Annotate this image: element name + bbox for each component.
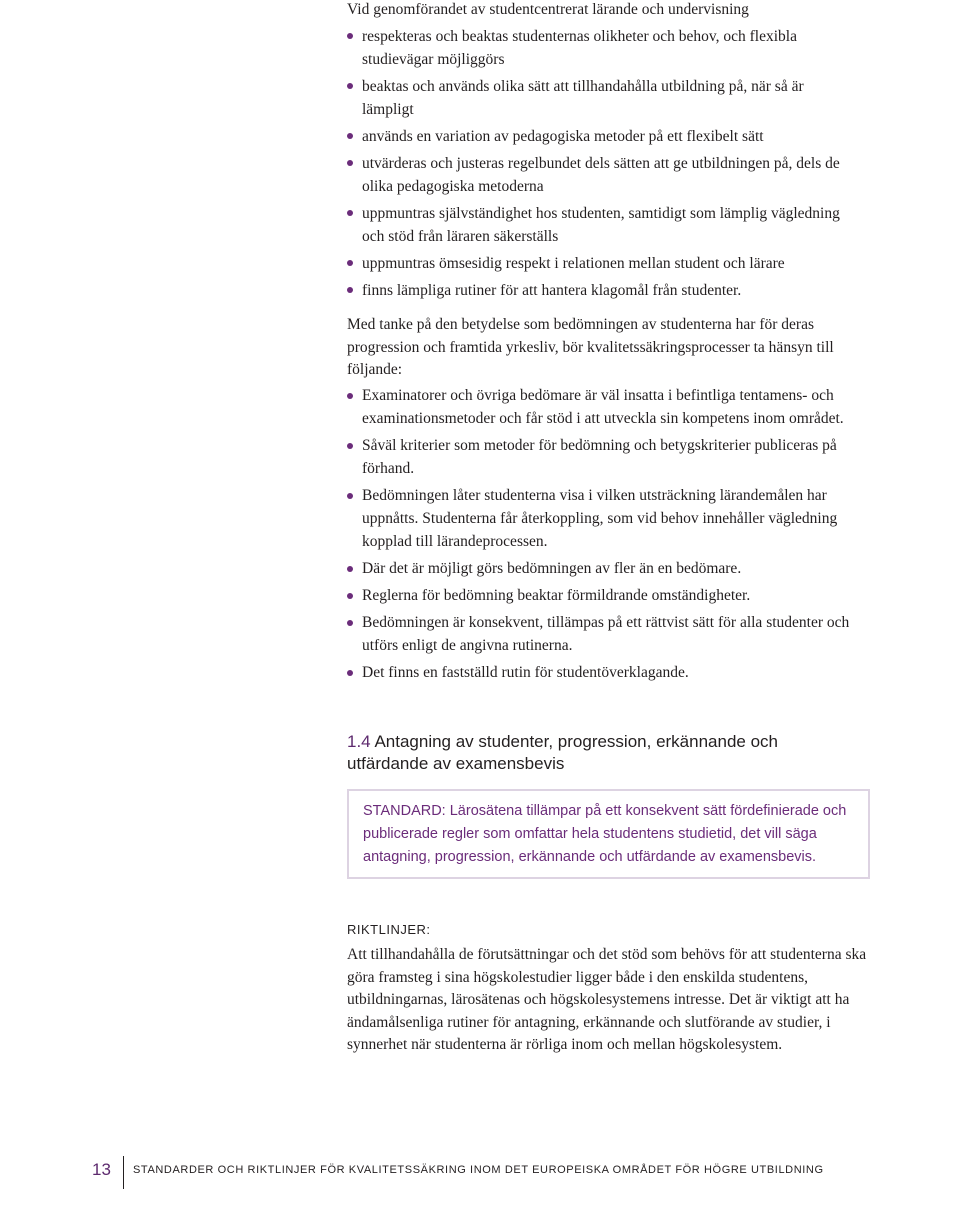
list-item: beaktas och används olika sätt att tillhandahålla utbildning på, när så är lämpligt xyxy=(347,75,847,121)
assessment-intro-paragraph: Med tanke på den betydelse som bedömningen av studenterna har för deras progression och framtida yrkesliv, bör kvalitetssäkringsprocesser ta hänsyn till följande: xyxy=(347,316,834,378)
list-item: Examinatorer och övriga bedömare är väl insatta i befintliga tentamens- och examinationsmetoder och får stöd i att utveckla sin kompetens inom området. xyxy=(347,384,872,430)
footer-title: STANDARDER OCH RIKTLINJER FÖR KVALITETSSÄKRING INOM DET EUROPEISKA OMRÅDET FÖR HÖGRE UTBILDNING xyxy=(133,1164,824,1176)
section-number: 1.4 xyxy=(347,732,371,751)
list-item: Såväl kriterier som metoder för bedömning och betygskriterier publiceras på förhand. xyxy=(347,434,872,480)
list-item: uppmuntras ömsesidig respekt i relationen mellan student och lärare xyxy=(347,252,847,275)
intro-text: Vid genomförandet av studentcentrerat lärande och undervisning xyxy=(347,1,749,18)
list-item: Det finns en fastställd rutin för studentöverklagande. xyxy=(347,661,872,684)
list-item: respekteras och beaktas studenternas olikheter och behov, och flexibla studievägar möjliggörs xyxy=(347,25,847,71)
list-item: används en variation av pedagogiska metoder på ett flexibelt sätt xyxy=(347,125,847,148)
assessment-bullet-list xyxy=(347,384,872,688)
list-item: Där det är möjligt görs bedömningen av fler än en bedömare. xyxy=(347,557,872,580)
section-heading xyxy=(347,731,847,775)
guidelines-text: Att tillhandahålla de förutsättningar och det stöd som behövs för att studenterna ska göra framsteg i sina högskolestudier ligger både i den enskilda studentens, utbildningarnas, lärosätenas och högskolesystemens intresse. Det är viktigt att ha ändamålsenliga rutiner för antagning, erkännande och slutförande av studier, i synnerhet när studenterna är rörliga inom och mellan högskolesystem. xyxy=(347,946,867,1053)
section-title: Antagning av studenter, progression, erkännande och utfärdande av examensbevis xyxy=(347,732,778,773)
list-item: Reglerna för bedömning beaktar förmildrande omständigheter. xyxy=(347,584,872,607)
footer-divider xyxy=(123,1156,124,1189)
guidelines-label: RIKTLINJER: xyxy=(347,922,431,937)
learning-bullet-list xyxy=(347,25,847,306)
standard-box: STANDARD: Lärosätena tillämpar på ett konsekvent sätt fördefinierade och publicerade regler som omfattar hela studentens studietid, det vill säga antagning, progression, erkännande och utfärdande av examensbevis. xyxy=(347,789,870,879)
list-item: Bedömningen är konsekvent, tillämpas på ett rättvist sätt för alla studenter och utförs enligt de angivna rutinerna. xyxy=(347,611,872,657)
list-item: Bedömningen låter studenterna visa i vilken utsträckning lärandemålen har uppnåtts. Studenterna får återkoppling, som vid behov innehåller vägledning kopplad till lärandeprocessen. xyxy=(347,484,872,553)
page-number: 13 xyxy=(92,1160,111,1179)
list-item: finns lämpliga rutiner för att hantera klagomål från studenter. xyxy=(347,279,847,302)
list-item: utvärderas och justeras regelbundet dels sätten att ge utbildningen på, dels de olika pedagogiska metoderna xyxy=(347,152,847,198)
list-item: uppmuntras självständighet hos studenten, samtidigt som lämplig vägledning och stöd från läraren säkerställs xyxy=(347,202,847,248)
